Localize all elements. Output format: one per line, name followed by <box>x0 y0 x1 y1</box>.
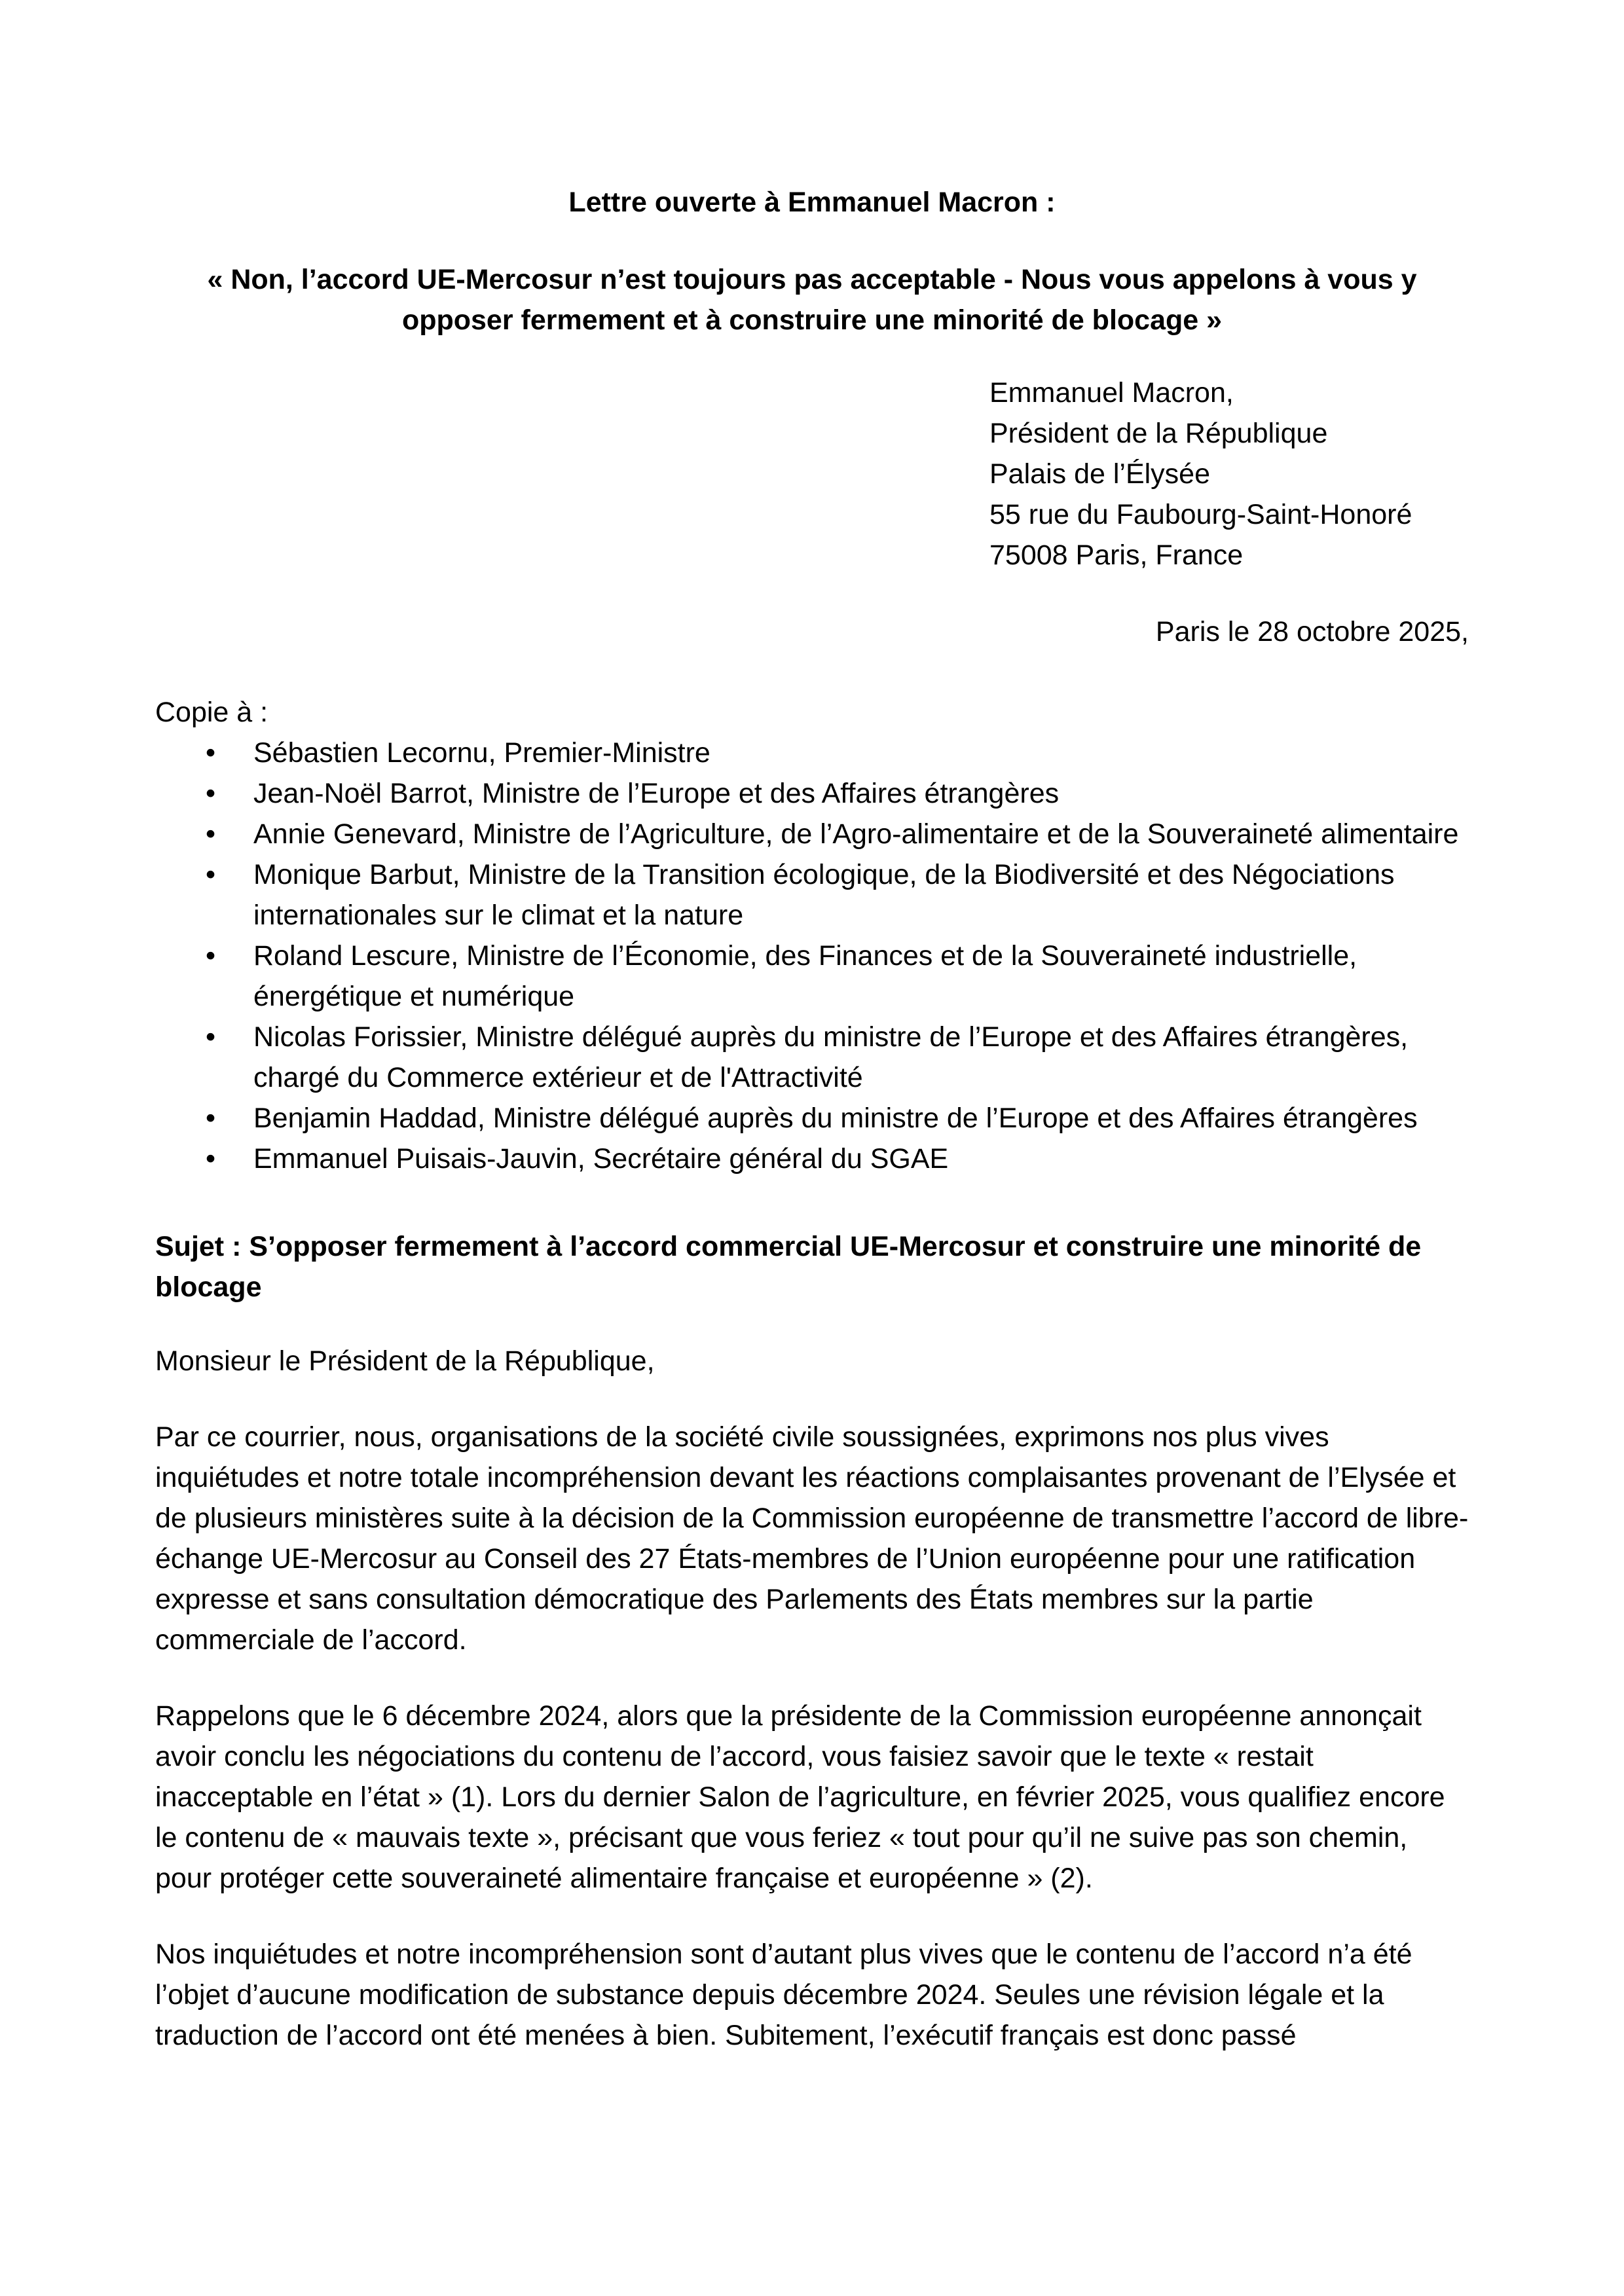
letter-title: Lettre ouverte à Emmanuel Macron : <box>568 187 1056 218</box>
bullet-marker: • <box>206 1102 216 1134</box>
copy-list-text: Nicolas Forissier, Ministre délégué auprès du ministre de l’Europe et des Affaires étrangères, chargé du Commerce extérieur et de l'Attractivité <box>253 1021 1409 1093</box>
bullet-marker: • <box>206 1143 216 1175</box>
date-line: Paris le 28 octobre 2025, <box>1155 616 1469 647</box>
recipient-line: Président de la République <box>989 418 1328 449</box>
letter-subtitle: « Non, l’accord UE-Mercosur n’est toujours pas acceptable - Nous vous appelons à vous y opposer fermement et à construire une minorité de blocage » <box>207 264 1417 336</box>
copy-list-item <box>206 936 1469 1017</box>
copy-list-text: Sébastien Lecornu, Premier-Ministre <box>253 737 710 769</box>
bullet-marker: • <box>206 859 216 890</box>
paragraph: Par ce courrier, nous, organisations de la société civile soussignées, exprimons nos plus vives inquiétudes et notre totale incompréhension devant les réactions complaisantes provenant de l’Elysée et de plusieurs ministères suite à la décision de la Commission européenne de transmettre l’accord de libre-échange UE-Mercosur au Conseil des 27 États-membres de l’Union européenne pour une ratification expresse et sans consultation démocratique des Parlements des États membres sur la partie commerciale de l’accord. <box>155 1421 1469 1656</box>
copy-list-item <box>206 1098 1469 1139</box>
copy-list-item <box>206 854 1469 936</box>
recipient-line: 55 rue du Faubourg-Saint-Honoré <box>989 499 1412 530</box>
recipient-line: Palais de l’Élysée <box>989 458 1211 490</box>
copy-list-item <box>206 733 1469 773</box>
recipient-block <box>989 373 1469 575</box>
bullet-marker: • <box>206 737 216 769</box>
paragraph: Rappelons que le 6 décembre 2024, alors que la présidente de la Commission européenne annonçait avoir conclu les négociations du contenu de l’accord, vous faisiez savoir que le texte « restait inacceptable en l’état » (1). Lors du dernier Salon de l’agriculture, en février 2025, vous qualifiez encore le contenu de « mauvais texte », précisant que vous feriez « tout pour qu’il ne suive pas son chemin, pour protéger cette souveraineté alimentaire française et européenne » (2). <box>155 1700 1445 1894</box>
paragraph: Nos inquiétudes et notre incompréhension sont d’autant plus vives que le contenu de l’accord n’a été l’objet d’aucune modification de substance depuis décembre 2024. Seules une révision légale et la traduction de l’accord ont été menées à bien. Subitement, l’exécutif français est donc passé <box>155 1939 1412 2051</box>
salutation: Monsieur le Président de la République, <box>155 1345 655 1377</box>
copy-list-text: Monique Barbut, Ministre de la Transition écologique, de la Biodiversité et des Négociations internationales sur le climat et la nature <box>253 859 1395 931</box>
bullet-marker: • <box>206 778 216 809</box>
subject-line: Sujet : S’opposer fermement à l’accord commercial UE-Mercosur et construire une minorité de blocage <box>155 1231 1422 1303</box>
copy-list-text: Jean-Noël Barrot, Ministre de l’Europe et des Affaires étrangères <box>253 778 1060 809</box>
copy-list-item <box>206 814 1469 854</box>
copy-list-text: Roland Lescure, Ministre de l’Économie, des Finances et de la Souveraineté industrielle, énergétique et numérique <box>253 940 1357 1012</box>
copy-heading: Copie à : <box>155 697 268 728</box>
recipient-line: 75008 Paris, France <box>989 539 1244 571</box>
copy-list-text: Annie Genevard, Ministre de l’Agriculture, de l’Agro-alimentaire et de la Souveraineté alimentaire <box>253 818 1459 850</box>
copy-list-text: Benjamin Haddad, Ministre délégué auprès du ministre de l’Europe et des Affaires étrangères <box>253 1102 1418 1134</box>
bullet-marker: • <box>206 1021 216 1053</box>
copy-list-item <box>206 1139 1469 1179</box>
copy-list-item <box>206 1017 1469 1098</box>
recipient-line: Emmanuel Macron, <box>989 377 1234 409</box>
copy-list <box>155 733 1469 1179</box>
copy-list-text: Emmanuel Puisais-Jauvin, Secrétaire général du SGAE <box>253 1143 949 1175</box>
bullet-marker: • <box>206 818 216 850</box>
copy-list-item <box>206 773 1469 814</box>
bullet-marker: • <box>206 940 216 972</box>
